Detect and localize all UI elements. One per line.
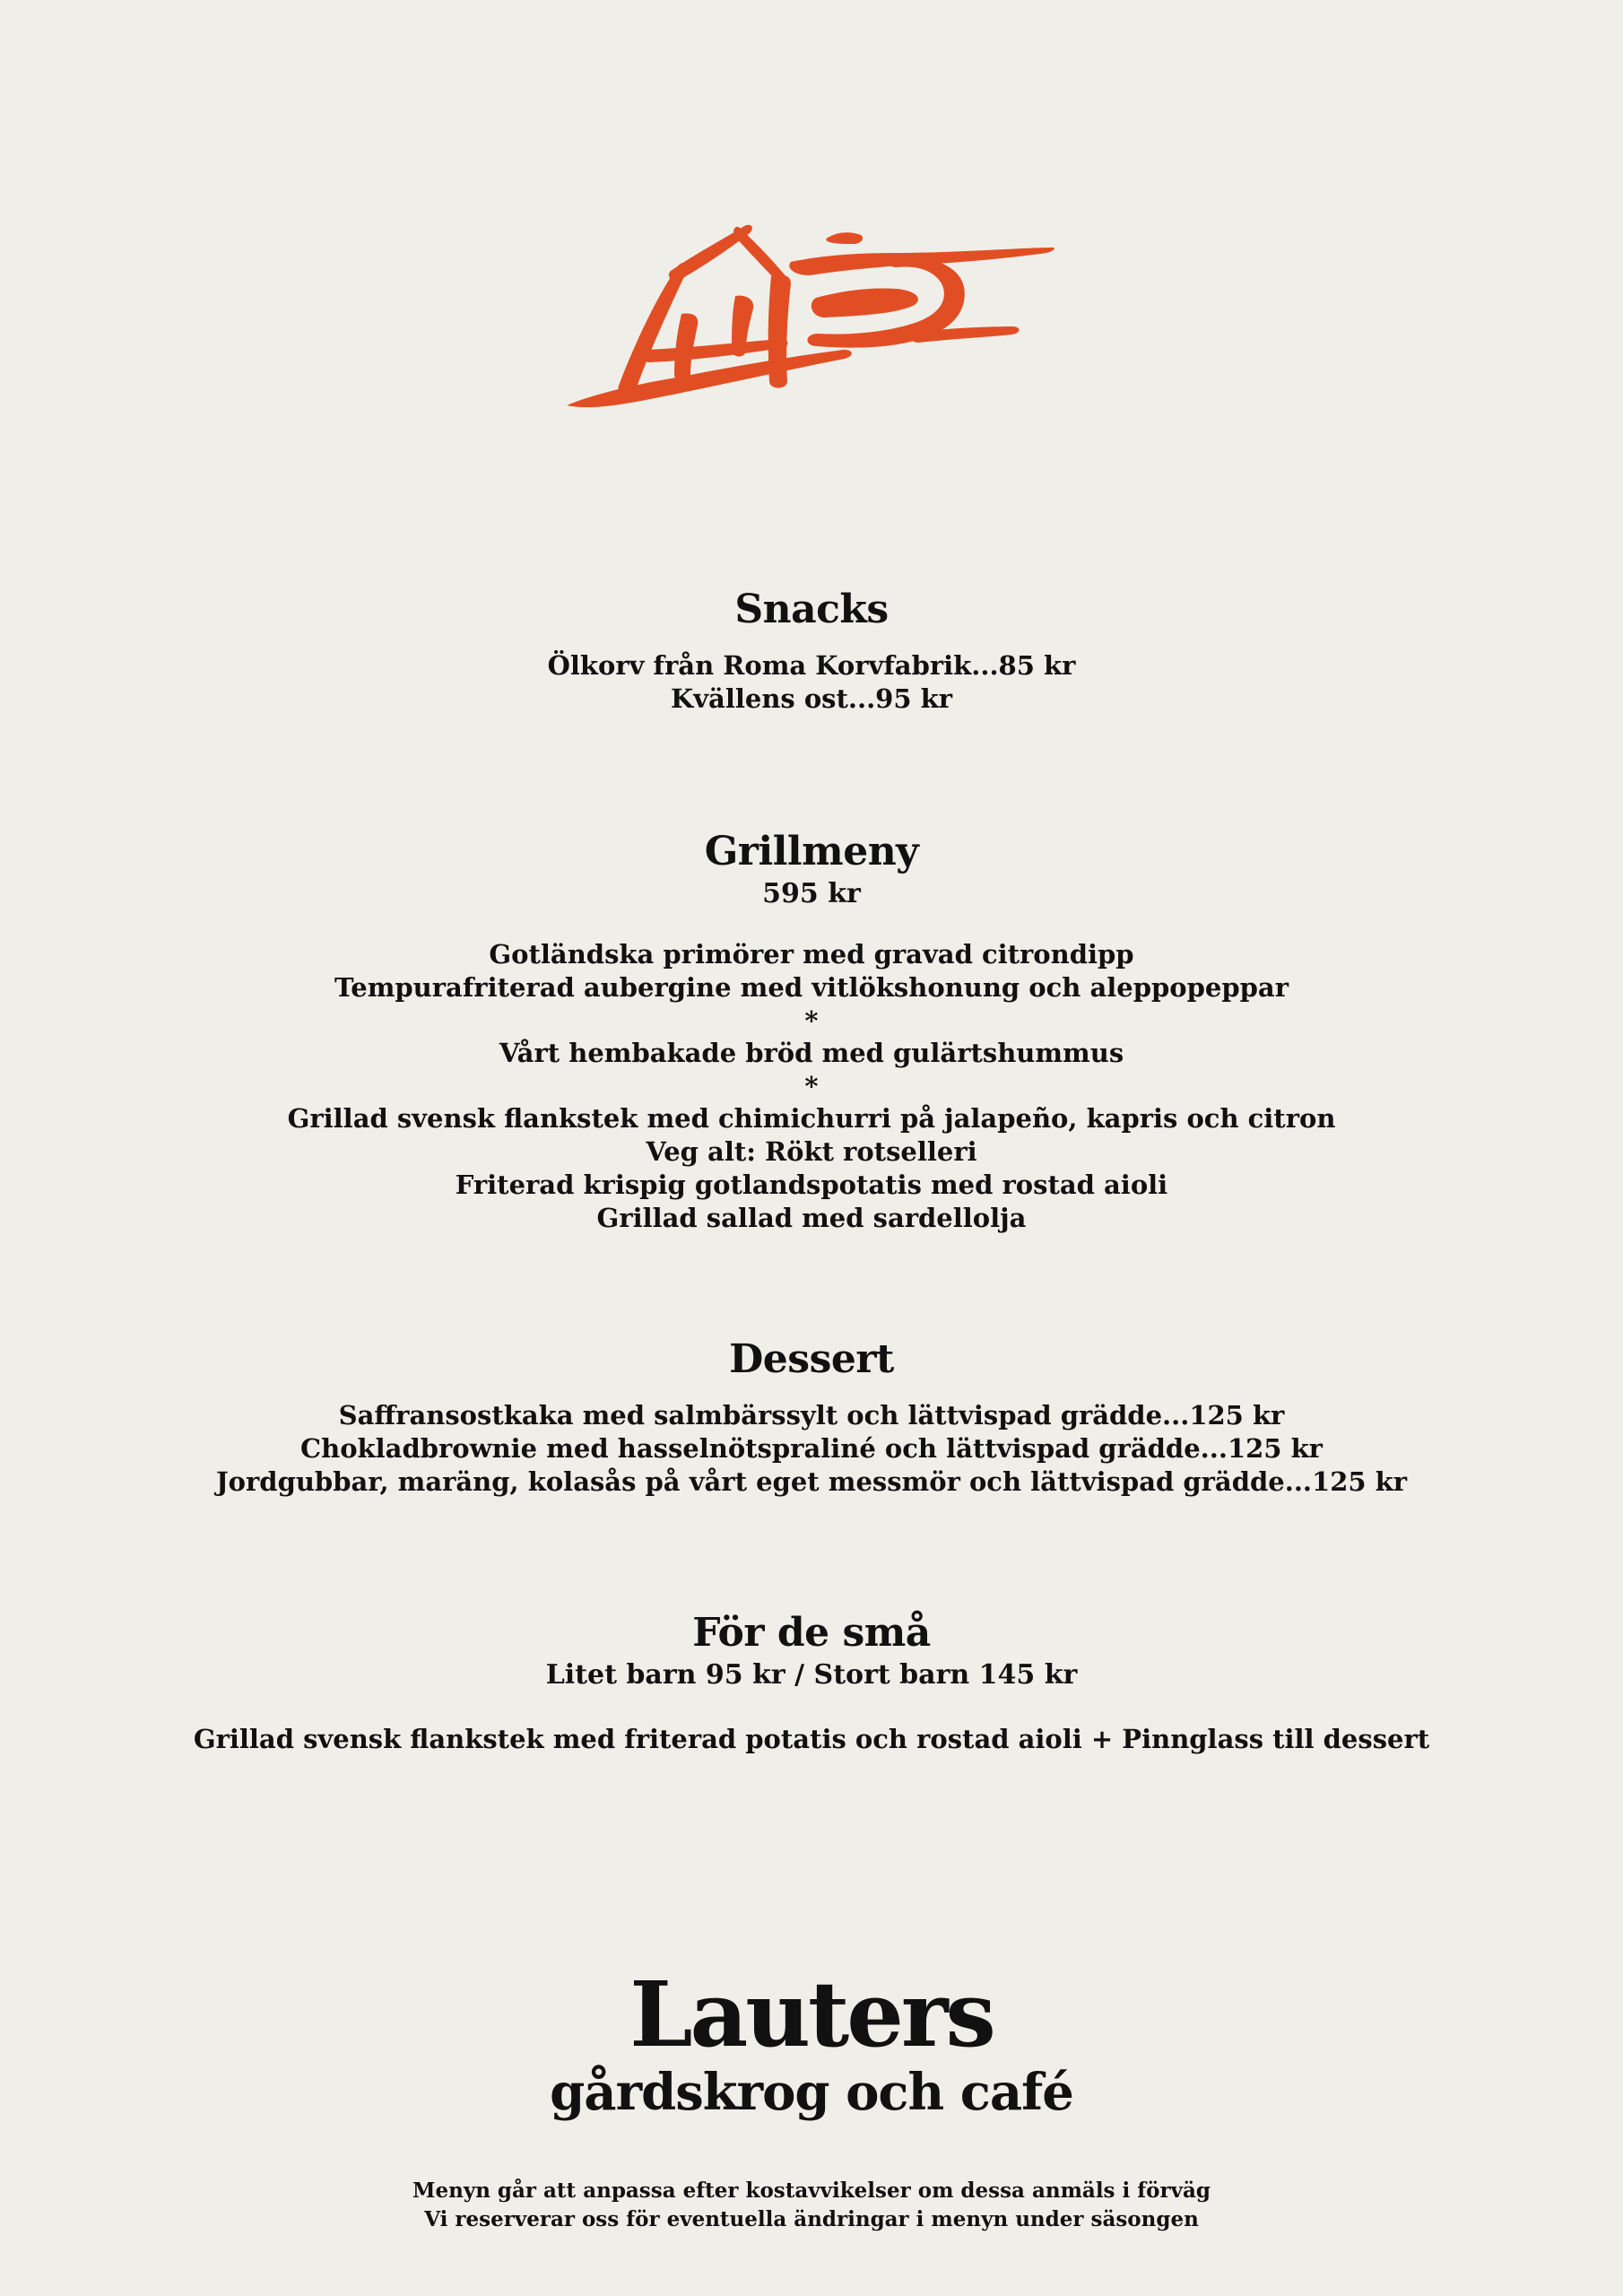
course-separator: * xyxy=(804,1005,819,1036)
brush-house-logo-icon xyxy=(556,215,1067,422)
snacks-section xyxy=(0,585,1623,716)
kids-section xyxy=(0,1608,1623,1756)
menu-item: Ölkorv från Roma Korvfabrik...85 kr xyxy=(547,650,1076,681)
menu-item: Tempurafriterad aubergine med vitlökshonung och aleppopeppar xyxy=(334,972,1289,1003)
course-separator: * xyxy=(804,1071,819,1101)
grillmeny-price: 595 kr xyxy=(762,878,861,909)
footer-note: Vi reserverar oss för eventuella ändringar i menyn under säsongen xyxy=(424,2207,1199,2231)
kids-heading: För de små xyxy=(692,1610,931,1656)
menu-item: Grillad svensk flankstek med friterad potatis och rostad aioli + Pinnglass till dessert xyxy=(193,1724,1430,1754)
footer-notes xyxy=(0,2177,1623,2234)
dessert-section xyxy=(0,1335,1623,1499)
grillmeny-heading: Grillmeny xyxy=(704,829,919,874)
menu-item: Friterad krispig gotlandspotatis med rostad aioli xyxy=(455,1170,1168,1200)
menu-item: Chokladbrownie med hasselnötspraliné och lättvispad grädde...125 kr xyxy=(300,1433,1323,1464)
brand-subtitle: gårdskrog och café xyxy=(550,2063,1073,2122)
menu-item: Jordgubbar, maräng, kolasås på vårt eget messmör och lättvispad grädde...125 kr xyxy=(215,1466,1408,1497)
kids-price: Litet barn 95 kr / Stort barn 145 kr xyxy=(545,1659,1078,1691)
menu-item: Saffransostkaka med salmbärssylt och lättvispad grädde...125 kr xyxy=(338,1400,1285,1431)
menu-item: Gotländska primörer med gravad citrondipp xyxy=(489,939,1134,970)
menu-item: Kvällens ost...95 kr xyxy=(670,683,952,714)
footer-note: Menyn går att anpassa efter kostavvikelser om dessa anmäls i förväg xyxy=(412,2179,1211,2203)
menu-item: Grillad sallad med sardellolja xyxy=(596,1203,1027,1233)
brand-name: Lauters xyxy=(629,1961,994,2067)
menu-item: Veg alt: Rökt rotselleri xyxy=(646,1136,977,1167)
grillmeny-section xyxy=(0,827,1623,1235)
snacks-heading: Snacks xyxy=(734,587,889,632)
menu-item: Vårt hembakade bröd med gulärtshummus xyxy=(499,1038,1124,1068)
brand-block xyxy=(0,1961,1623,2122)
dessert-heading: Dessert xyxy=(729,1336,894,1382)
menu-item: Grillad svensk flankstek med chimichurri på jalapeño, kapris och citron xyxy=(287,1103,1336,1134)
